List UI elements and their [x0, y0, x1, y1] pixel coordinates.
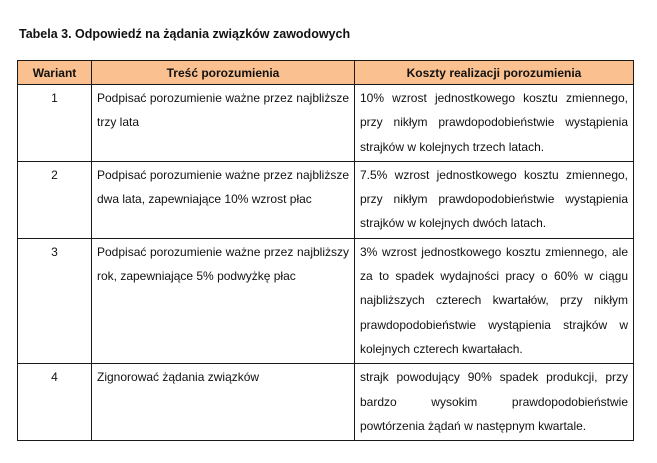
table-row	[18, 161, 634, 238]
variant-number: 3	[18, 238, 92, 363]
union-response-table	[17, 60, 634, 441]
variant-number: 4	[18, 364, 92, 441]
implementation-cost: strajk powodujący 90% spadek produkcji, przy bardzo wysokim prawdopodobieństwie powtórzenia żądań w następnym kwartale.	[355, 364, 634, 441]
header-variant: Wariant	[18, 61, 92, 85]
agreement-content: Podpisać porozumienie ważne przez najbliższy rok, zapewniające 5% podwyżkę płac	[92, 238, 355, 363]
header-implementation-costs: Koszty realizacji porozumienia	[355, 61, 634, 85]
variant-number: 2	[18, 161, 92, 238]
table-row	[18, 364, 634, 441]
table-header-row	[18, 61, 634, 85]
implementation-cost: 3% wzrost jednostkowego kosztu zmiennego, ale za to spadek wydajności pracy o 60% w ciągu najbliższych czterech kwartałów, przy nikłym prawdopodobieństwie wystąpienia strajków w kolejnych czterech kwartałach.	[355, 238, 634, 363]
implementation-cost: 7.5% wzrost jednostkowego kosztu zmiennego, przy nikłym prawdopodobieństwie wystąpienia strajków w kolejnych dwóch latach.	[355, 161, 634, 238]
implementation-cost: 10% wzrost jednostkowego kosztu zmiennego, przy nikłym prawdopodobieństwie wystąpienia strajków w kolejnych trzech latach.	[355, 85, 634, 162]
agreement-content: Podpisać porozumienie ważne przez najbliższe dwa lata, zapewniające 10% wzrost płac	[92, 161, 355, 238]
table-caption: Tabela 3. Odpowiedź na żądania związków zawodowych	[19, 27, 351, 41]
table-row	[18, 85, 634, 162]
table-row	[18, 238, 634, 363]
agreement-content: Podpisać porozumienie ważne przez najbliższe trzy lata	[92, 85, 355, 162]
header-agreement-content: Treść porozumienia	[92, 61, 355, 85]
agreement-content: Zignorować żądania związków	[92, 364, 355, 441]
variant-number: 1	[18, 85, 92, 162]
